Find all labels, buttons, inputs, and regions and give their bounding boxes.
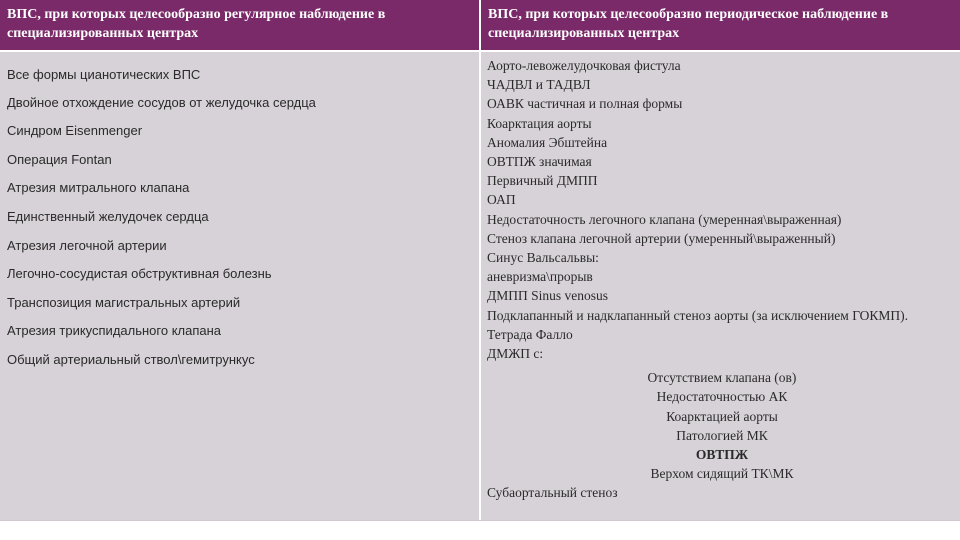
list-item: Подклапанный и надклапанный стеноз аорты (за исключением ГОКМП). — [487, 307, 909, 323]
list-item: ДМЖП с: — [487, 346, 544, 362]
list-item: ОВТПЖ значимая — [487, 154, 592, 170]
column-periodic-observation — [481, 52, 960, 520]
list-item: Тетрада Фалло — [487, 326, 573, 342]
list-item: Атрезия легочной артерии — [7, 238, 167, 253]
list-item: Атрезия трикуспидального клапана — [7, 323, 222, 338]
vsd-subitem: ОВТПЖ — [695, 447, 749, 463]
list-item: Недостаточность легочного клапана (умеренная\выраженная) — [487, 211, 842, 227]
list-item: Аномалия Эбштейна — [487, 134, 608, 150]
vsd-subitem: Верхом сидящий ТК\МК — [650, 466, 794, 482]
list-item: Синдром Eisenmenger — [7, 123, 143, 138]
list-item: ОАП — [487, 192, 516, 208]
list-item: Легочно-сосудистая обструктивная болезнь — [7, 266, 272, 281]
list-item: Двойное отхождение сосудов от желудочка сердца — [7, 95, 316, 110]
table-bottom-border — [0, 520, 960, 521]
list-item: Коарктация аорты — [487, 115, 592, 131]
vsd-subitem: Отсутствием клапана (ов) — [647, 370, 797, 386]
list-item: Все формы цианотических ВПС — [7, 67, 201, 82]
vsd-subitem: Недостаточностью АК — [656, 389, 788, 405]
vsd-subitem: Патологией МК — [676, 427, 768, 443]
list-item: ДМПП Sinus venosus — [487, 288, 608, 304]
header-periodic-observation: ВПС, при которых целесообразно периодическое наблюдение в специализированных центрах — [481, 0, 960, 50]
list-item: Атрезия митрального клапана — [7, 180, 190, 195]
list-item: ЧАДВЛ и ТАДВЛ — [487, 77, 591, 93]
list-item: Транспозиция магистральных артерий — [7, 295, 241, 310]
list-item: аневризма\прорыв — [487, 269, 593, 285]
list-item: ОАВК частичная и полная формы — [487, 96, 683, 112]
column-regular-observation — [0, 52, 479, 520]
list-item: Единственный желудочек сердца — [7, 209, 209, 224]
list-item: Операция Fontan — [7, 152, 112, 167]
list-item: Первичный ДМПП — [487, 173, 598, 189]
periodic-list — [487, 56, 957, 503]
list-item: Общий артериальный ствол\гемитрункус — [7, 352, 255, 367]
list-item: Стеноз клапана легочной артерии (умеренный\выраженный) — [487, 230, 836, 246]
list-item: Субаортальный стеноз — [487, 485, 618, 501]
vsd-subitem: Коарктацией аорты — [666, 408, 778, 424]
list-item: Синус Вальсальвы: — [487, 250, 599, 266]
header-regular-observation: ВПС, при которых целесообразно регулярное наблюдение в специализированных центрах — [0, 0, 479, 50]
list-item: Аорто-левожелудочковая фистула — [487, 58, 681, 73]
